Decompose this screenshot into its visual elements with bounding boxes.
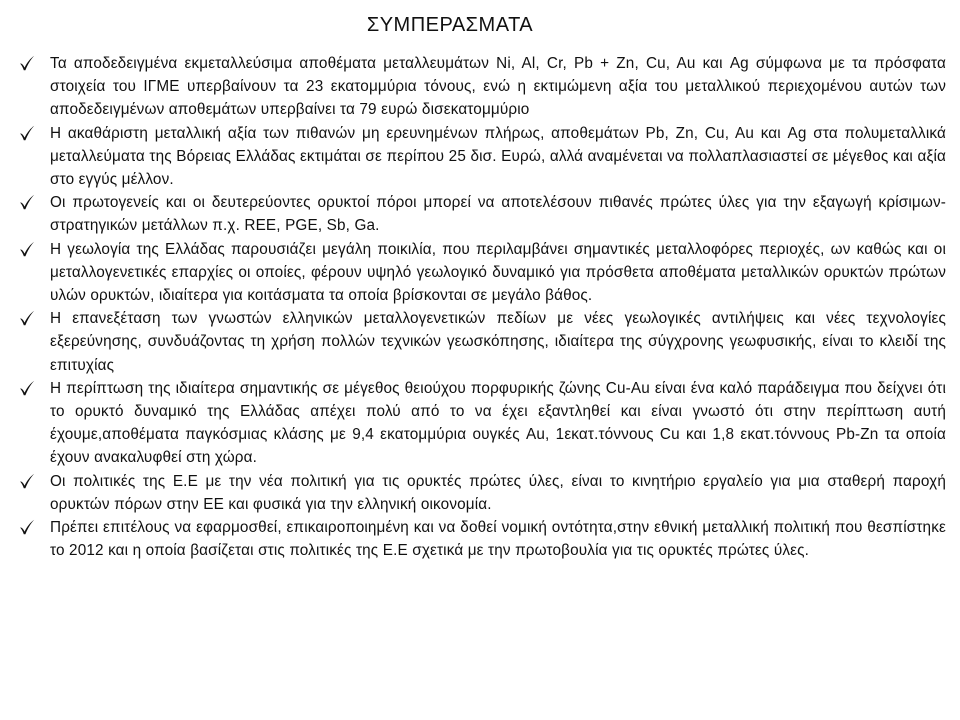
conclusions-list <box>0 52 960 562</box>
list-item <box>0 191 960 237</box>
checkmark-icon <box>18 472 36 490</box>
bullet-text: Οι πολιτικές της Ε.Ε με την νέα πολιτική για τις ορυκτές πρώτες ύλες, είναι το κινητήριο εργαλείο για μια σταθερή παροχή ορυκτών πόρων στην ΕΕ και φυσικά για την ελληνική οικονομία. <box>50 472 946 513</box>
bullet-text: Τα αποδεδειγμένα εκμεταλλεύσιμα αποθέματα μεταλλευμάτων Ni, Al, Cr, Pb + Zn, Cu, Au και Ag σύμφωνα με τα πρόσφατα στοιχεία του ΙΓΜΕ υπερβαίνουν τα 23 εκατομμύρια τόνους, ενώ η εκτιμώμενη αξία του μεταλλικού περιεχομένου αυτών των αποδεδειγμένων αποθεμάτων υπερβαίνει τα 79 ευρώ δισεκατομμύριο <box>50 55 946 119</box>
list-item <box>0 238 960 308</box>
bullet-text: Πρέπει επιτέλους να εφαρμοσθεί, επικαιροποιημένη και να δοθεί νομική οντότητα,στην εθνική μεταλλική πολιτική που θεσπίστηκε το 2012 και η οποία βασίζεται στις πολιτικές της Ε.Ε σχετικά με την πρωτοβουλία για τις ορυκτές πρώτες ύλες. <box>50 519 946 560</box>
checkmark-icon <box>18 309 36 327</box>
bullet-text: Η επανεξέταση των γνωστών ελληνικών μεταλλογενετικών πεδίων με νέες γεωλογικές αντιλήψεις και νέες τεχνολογίες εξερεύνησης, συνδυάζοντας τη χρήση πολλών τεχνικών γεωσκόπησης, ιδιαίτερα της σύγχρονης γεωφυσικής, είναι το κλειδί της επιτυχίας <box>50 310 946 374</box>
bullet-text: Η περίπτωση της ιδιαίτερα σημαντικής σε μέγεθος θειούχου πορφυρικής ζώνης Cu-Au είναι ένα καλό παράδειγμα που δείχνει ότι το ορυκτό δυναμικό της Ελλάδας απέχει πολύ από το να έχει εξαντληθεί και είναι γνωστό ότι στην περίπτωση αυτή έχουμε,αποθέματα παγκόσμιας κλάσης με 9,4 εκατομμύρια ουγκές Au, 1εκατ.τόννους Cu και 1,8 εκατ.τόννους Pb-Zn τα οποία έχουν ανακαλυφθεί στη χώρα. <box>50 379 946 467</box>
list-item <box>0 122 960 192</box>
checkmark-icon <box>18 124 36 142</box>
checkmark-icon <box>18 193 36 211</box>
bullet-text: Οι πρωτογενείς και οι δευτερεύοντες ορυκτοί πόροι μπορεί να αποτελέσουν πιθανές πρώτες ύλες για την εξαγωγή κρίσιμων-στρατηγικών μετάλλων π.χ. REE, PGE, Sb, Ga. <box>50 194 946 235</box>
list-item <box>0 470 960 516</box>
list-item <box>0 307 960 377</box>
checkmark-icon <box>18 518 36 536</box>
bullet-text: Η γεωλογία της Ελλάδας παρουσιάζει μεγάλη ποικιλία, που περιλαμβάνει σημαντικές μεταλλοφόρες περιοχές, ων καθώς και οι μεταλλογενετικές επαρχίες οι οποίες, φέρουν υψηλό γεωλογικό δυναμικό για πρόσθετα αποθέματα μεταλλικών ορυκτών πρώτων υλών ορυκτών, ιδιαίτερα για κοιτάσματα τα οποία βρίσκονται σε μεγάλο βάθος. <box>50 240 946 305</box>
slide-title: ΣΥΜΠΕΡΑΣΜΑΤΑ <box>366 14 534 36</box>
checkmark-icon <box>18 240 36 258</box>
checkmark-icon <box>18 379 36 397</box>
list-item <box>0 516 960 562</box>
list-item <box>0 377 960 470</box>
bullet-text: Η ακαθάριστη μεταλλική αξία των πιθανών μη ερευνημένων πλήρως, αποθεμάτων Pb, Zn, Cu, Au και Ag στα πολυμεταλλικά μεταλλεύματα της Βόρειας Ελλάδας εκτιμάται σε περίπου 25 δισ. Ευρώ, αλλά αναμένεται να πολλαπλασιαστεί σε μέγεθος και αξία στο εγγύς μέλλον. <box>50 124 946 189</box>
list-item <box>0 52 960 122</box>
checkmark-icon <box>18 54 36 72</box>
